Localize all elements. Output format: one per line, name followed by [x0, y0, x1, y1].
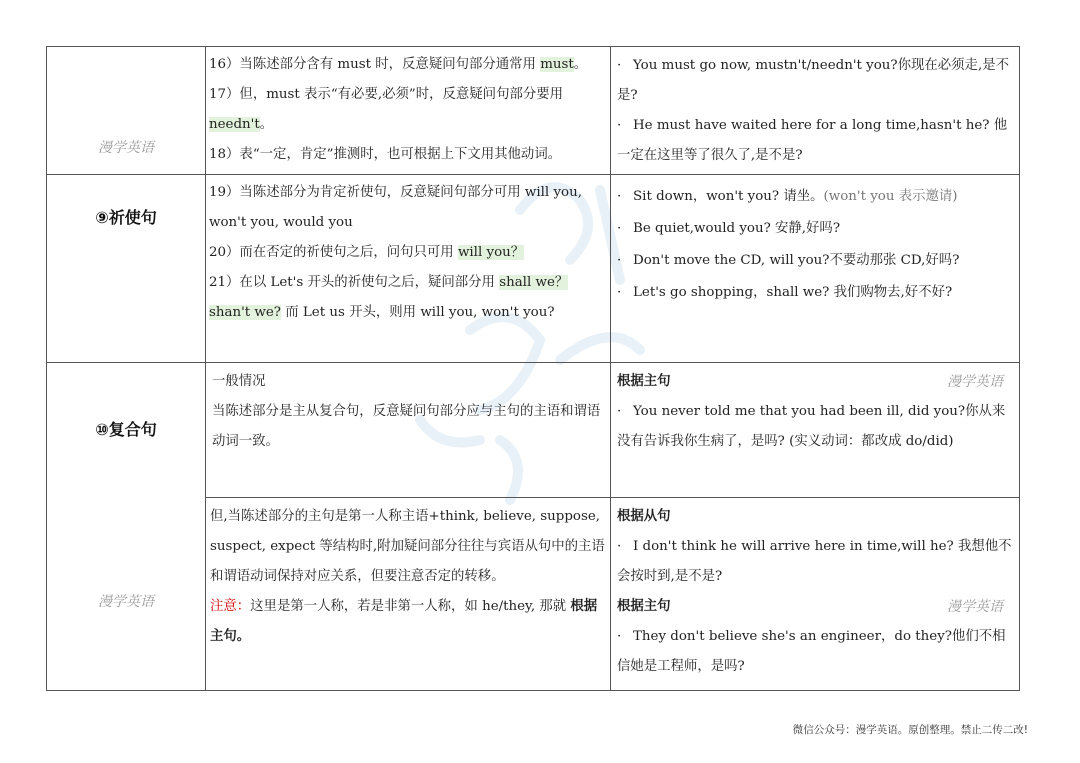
category-title: ⑩复合句	[95, 419, 157, 439]
left-text: 当陈述部分是主从复合句，反意疑问句部分应与主句的主语和谓语动词一致。	[212, 404, 601, 449]
rule-text: 19）当陈述部分为肯定祈使句，反意疑问句部分可用 will you, won't you, would you	[209, 185, 582, 230]
example-item	[617, 213, 1015, 245]
bullet-icon: ·	[617, 58, 622, 73]
bullet-icon: ·	[617, 629, 622, 644]
table-row	[47, 175, 1020, 363]
note-bold: 根据主句。	[210, 599, 598, 644]
example-cell	[611, 498, 1020, 691]
bullet-icon: ·	[617, 404, 622, 419]
left-text: 但,当陈述部分的主句是第一人称主语+think, believe, suppose, suspect, expect 等结构时,附加疑问部分往往与宾语从句中的主语和谓语动词保持对应关系，但要注意否定的转移。	[210, 509, 605, 584]
category-cell	[47, 363, 206, 691]
bullet-icon: ·	[617, 253, 622, 268]
left-title: 一般情况	[212, 374, 266, 389]
example-item	[617, 532, 1015, 592]
example-text: He must have waited here for a long time,hasn't he? 他一定在这里等了很久了,是不是?	[617, 118, 1008, 163]
example-item	[617, 622, 1015, 682]
example-item	[617, 397, 1015, 457]
rule-paragraph	[209, 140, 606, 170]
right-title: 根据主句	[617, 599, 671, 614]
example-note: (won't you 表示邀请)	[823, 189, 958, 204]
example-text: Sit down，won't you? 请坐。	[633, 189, 824, 204]
rule-text: 16）当陈述部分含有 must 时，反意疑问句部分通常用	[209, 57, 541, 72]
rule-text: 。	[259, 117, 274, 132]
bullet-icon: ·	[617, 221, 622, 236]
example-text: You never told me that you had been ill, did you?你从来没有告诉我你生病了，是吗? (实义动词：都改成 do/did)	[617, 404, 1006, 449]
rule-text: 而 Let us 开头，则用 will you, won't you?	[281, 305, 555, 320]
rule-text: 18）表“一定，肯定”推测时，也可根据上下文用其他动词。	[209, 147, 562, 162]
rule-paragraph	[209, 268, 606, 328]
highlighted-text: needn't	[209, 117, 260, 132]
example-text: Don't move the CD, will you?不要动那张 CD,好吗?	[633, 253, 960, 268]
category-cell	[47, 175, 206, 363]
rule-cell	[206, 47, 611, 175]
example-item	[617, 277, 1015, 309]
rule-cell	[206, 175, 611, 363]
rule-text: 20）而在否定的祈使句之后，问句只可用	[209, 245, 458, 260]
category-cell	[47, 47, 206, 175]
rule-cell	[206, 498, 611, 691]
rule-paragraph	[209, 178, 606, 238]
example-cell	[611, 363, 1020, 498]
watermark-text: 漫学英语	[947, 374, 1003, 390]
bullet-icon: ·	[617, 539, 622, 554]
right-title: 根据从句	[617, 509, 671, 524]
example-cell	[611, 175, 1020, 363]
highlighted-text: will you？	[457, 245, 525, 260]
rule-text: 21）在以 Let's 开头的祈使句之后，疑问部分用	[209, 275, 500, 290]
example-item	[617, 51, 1015, 111]
rule-paragraph	[209, 238, 606, 268]
example-item	[617, 111, 1015, 171]
example-text: I don't think he will arrive here in time,will he? 我想他不会按时到,是不是?	[617, 539, 1012, 584]
table-row	[47, 47, 1020, 175]
example-text: You must go now, mustn't/needn't you?你现在必须走,是不是?	[617, 58, 1009, 103]
watermark-text: 漫学英语	[98, 140, 154, 156]
example-text: They don't believe she's an engineer，do they?他们不相信她是工程师，是吗?	[617, 629, 1006, 674]
highlighted-text: shall we？ shan't we?	[209, 275, 569, 320]
rule-text: 。	[573, 57, 588, 72]
highlighted-text: must	[540, 57, 574, 72]
note-label: 注意：	[210, 599, 251, 614]
example-item	[617, 245, 1015, 277]
grammar-table	[46, 46, 1020, 691]
example-text: Let's go shopping，shall we? 我们购物去,好不好?	[633, 285, 953, 300]
example-item	[617, 181, 1015, 213]
watermark-text: 漫学英语	[98, 594, 154, 610]
bullet-icon: ·	[617, 189, 622, 204]
note-text: 这里是第一人称，若是非第一人称，如 he/they, 那就	[250, 599, 567, 614]
footer-note: 微信公众号：漫学英语。原创整理。禁止二传二改!	[792, 724, 1028, 736]
bullet-icon: ·	[617, 285, 622, 300]
right-title: 根据主句	[617, 374, 671, 389]
example-text: Be quiet,would you? 安静,好吗?	[633, 221, 841, 236]
watermark-text: 漫学英语	[947, 599, 1003, 615]
example-cell	[611, 47, 1020, 175]
bullet-icon: ·	[617, 118, 622, 133]
rule-paragraph	[209, 80, 606, 140]
rule-text: 17）但，must 表示“有必要,必须”时，反意疑问句部分要用	[209, 87, 564, 102]
rule-cell	[206, 363, 611, 498]
rule-paragraph	[209, 50, 606, 80]
table-row	[47, 363, 1020, 498]
category-title: ⑨祈使句	[95, 207, 157, 227]
